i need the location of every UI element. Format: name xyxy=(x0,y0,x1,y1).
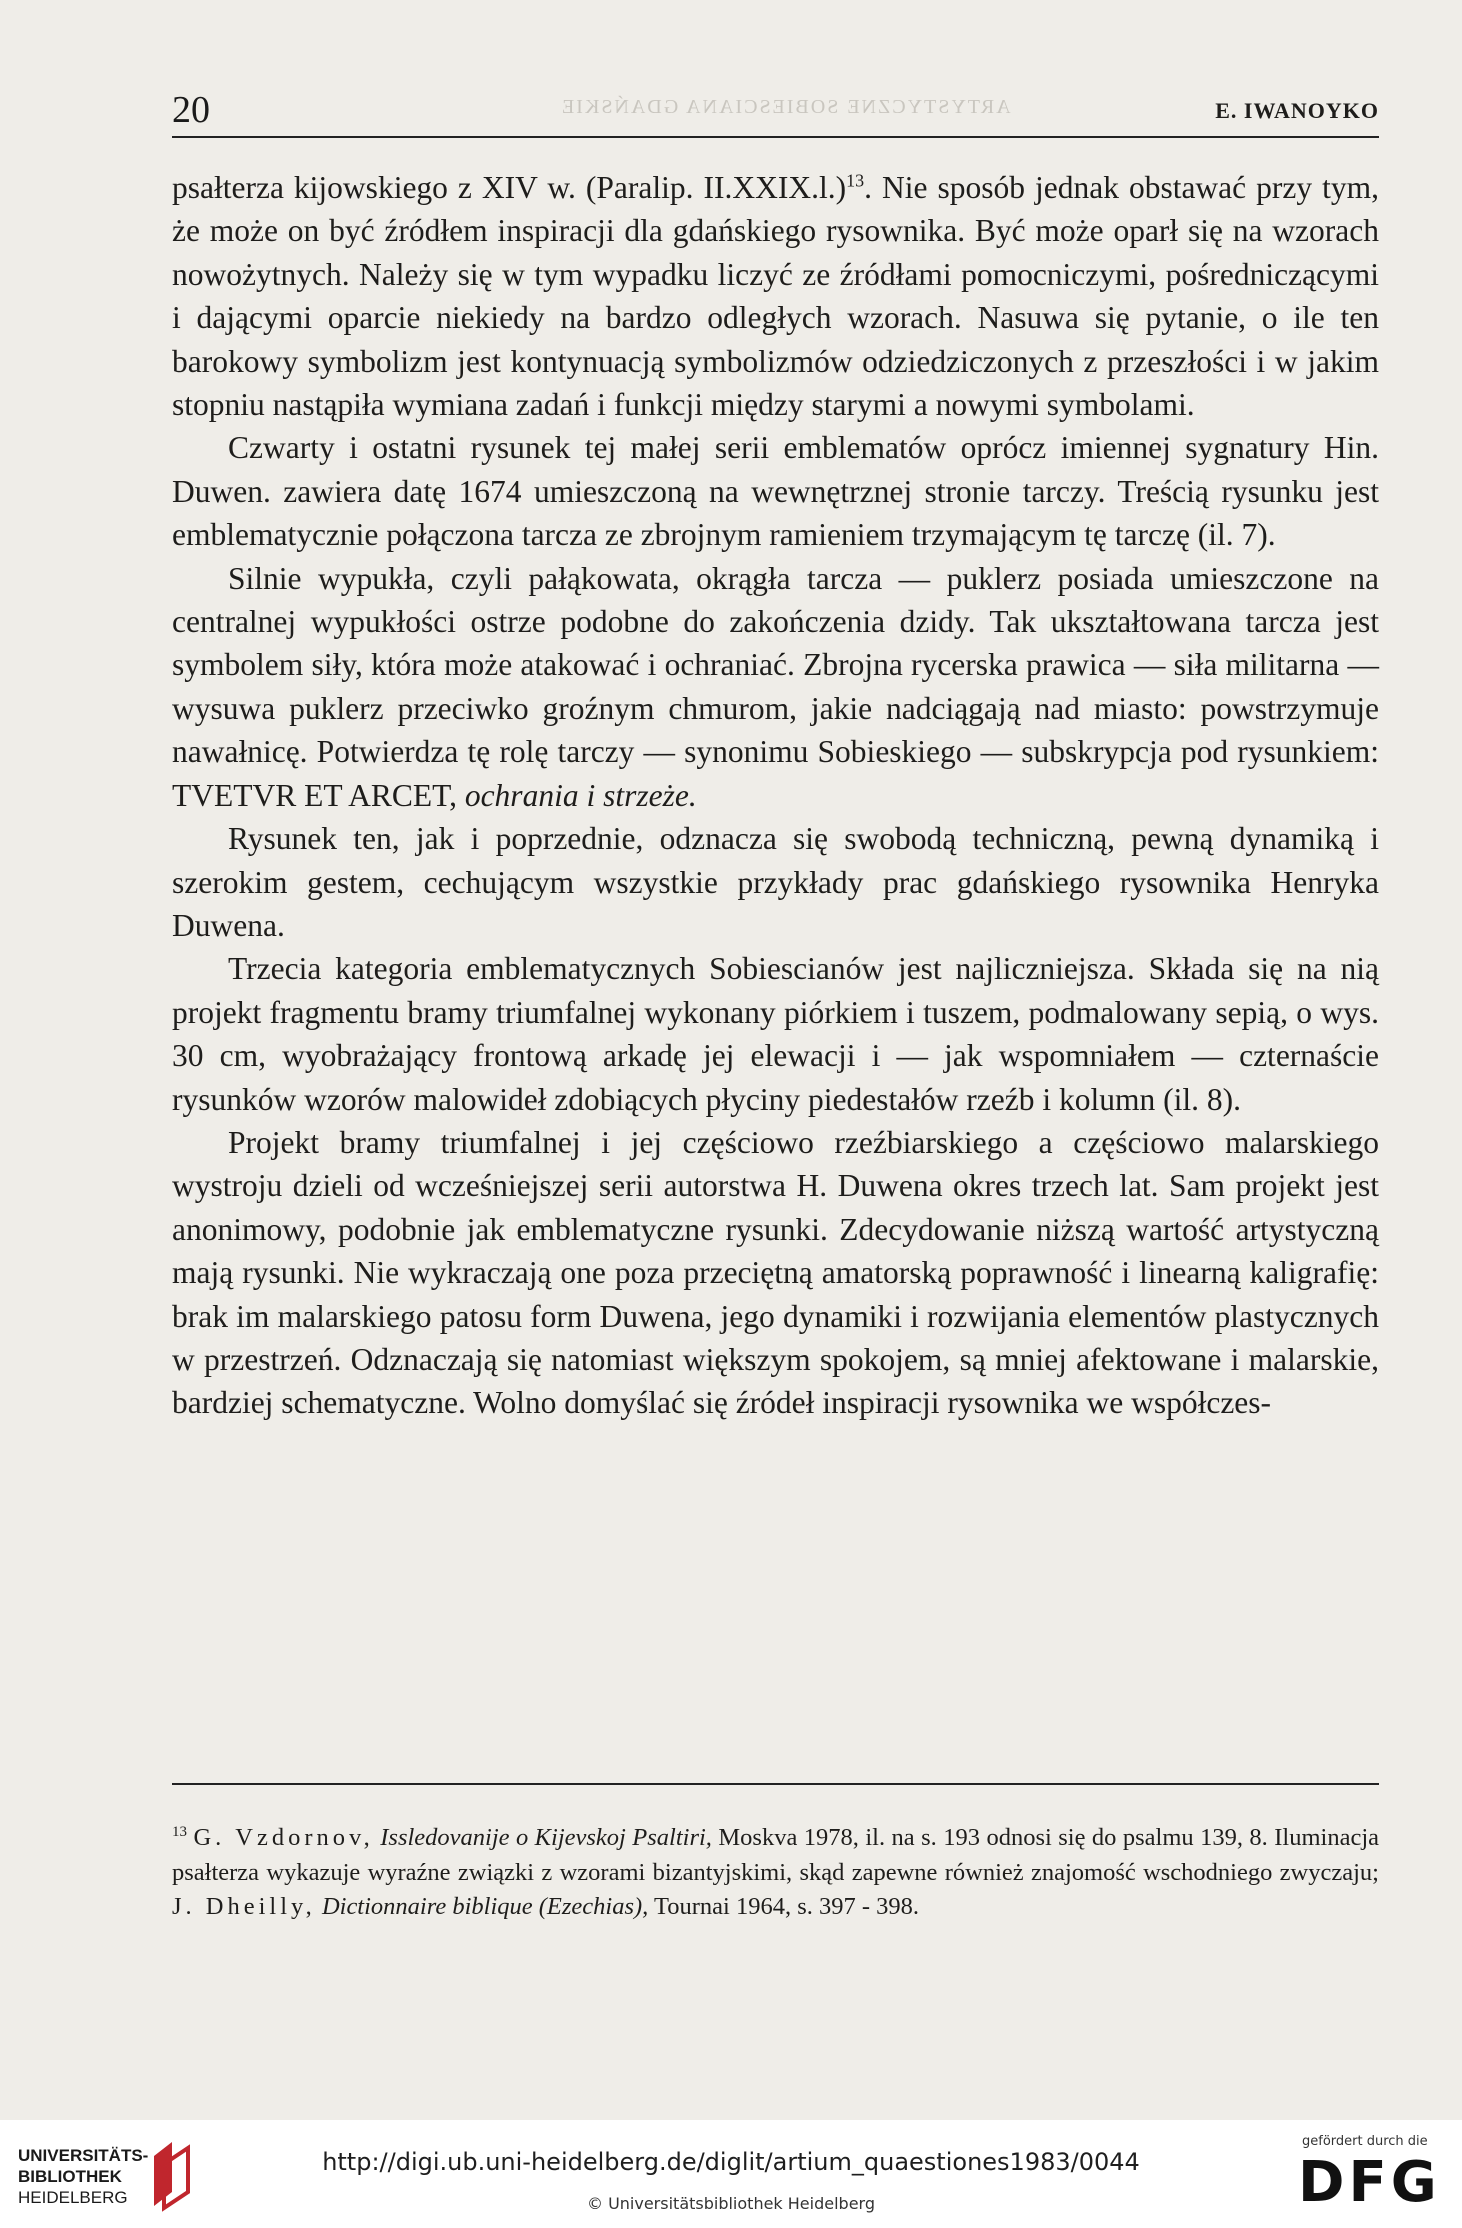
body-text xyxy=(172,166,1379,1425)
footnotes xyxy=(172,1821,1379,1925)
dfg-logo[interactable]: DFG xyxy=(1298,2150,1441,2215)
permalink-url[interactable]: http://digi.ub.uni-heidelberg.de/diglit/artium_quaestiones1983/0044 xyxy=(322,2148,1140,2176)
paragraph-text: psałterza kijowskiego z XIV w. (Paralip. II.XXIX.l.) xyxy=(172,170,847,205)
bleed-through-text: ARTYSTYCZNE SOBIESCIANA GDAŃSKIE xyxy=(560,96,1011,118)
footnote-title: Issledovanije o Kijevskoj Psaltiri, xyxy=(380,1824,712,1851)
viewer-footer xyxy=(0,2120,1462,2228)
page-number: 20 xyxy=(172,89,210,131)
footnote-reference[interactable]: 13 xyxy=(846,170,865,191)
footnote-rule xyxy=(172,1783,1379,1785)
paragraph: Czwarty i ostatni rysunek tej małej serii emblematów oprócz imiennej sygnatury Hin. Duwen. zawiera datę 1674 umieszczoną na wewnętrznej stronie tarczy. Treścią rysunku jest emblematycznie połączona tarcza ze zbrojnym ramieniem trzymającym tę tarczę (il. 7). xyxy=(172,430,1379,553)
footnote-text: Moskva 1978, il. na s. 193 odnosi się do psalmu 139, 8. Iluminacja psałterza wykazuje wyraźne związki z wzorami bizantyjskimi, skąd zapewne również znajomość wschodniego zwyczaju; xyxy=(172,1824,1379,1886)
library-name-line: UNIVERSITÄTS- xyxy=(18,2146,149,2165)
paragraph xyxy=(172,557,1379,817)
funding-label: gefördert durch die xyxy=(1302,2134,1428,2149)
footnote-mark: 13 xyxy=(172,1823,187,1840)
page-header xyxy=(172,88,1379,134)
paragraph: Rysunek ten, jak i poprzednie, odznacza się swobodą techniczną, pewną dynamiką i szerokim gestem, cechującym wszystkie przykłady prac gdańskiego rysownika Henryka Duwena. xyxy=(172,821,1379,943)
footnote-author: G. Vzdornov, xyxy=(193,1824,374,1851)
italic-text: ochrania i strzeże. xyxy=(464,777,697,813)
paragraph-text: Silnie wypukła, czyli pałąkowata, okrągła tarcza — puklerz posiada umieszczone na centralnej wypukłości ostrze podobne do zakończenia dzidy. Tak ukształtowana tarcza jest symbolem siły, która może atakować i ochraniać. Zbrojna rycerska prawica — siła militarna — wysuwa puklerz przeciwko groźnym chmurom, jakie nadciągają nad miasto: powstrzymuje nawałnicę. Potwierdza tę rolę tarczy — synonimu Sobieskiego — subskrypcja pod rysunkiem: TVETVR ET ARCET, xyxy=(172,560,1379,813)
paragraph xyxy=(172,166,1379,426)
header-rule xyxy=(172,136,1379,138)
library-name-line: BIBLIOTHEK xyxy=(18,2167,122,2186)
footnote-13 xyxy=(172,1821,1379,1925)
footnote-author: J. Dheilly, xyxy=(172,1893,316,1920)
footnote-text: Tournai 1964, s. 397 - 398. xyxy=(654,1893,920,1920)
paragraph: Projekt bramy triumfalnej i jej częściowo rzeźbiarskiego a częściowo malarskiego wystroju dzieli od wcześniejszej serii autorstwa H. Duwena okres trzech lat. Sam projekt jest anonimowy, podobnie jak emblematyczne rysunki. Zdecydowanie niższą wartość artystyczną mają rysunki. Nie wykraczają one poza przeciętną amatorską poprawność i linearną kaligrafię: brak im malarskiego patosu form Duwena, jego dynamiki i rozwijania elementów plastycznych w przestrzeń. Odznaczają się natomiast większym spokojem, są mniej afektowane i malarskie, bardziej schematyczne. Wolno domyślać się źródeł inspiracji rysownika we współczes- xyxy=(172,1124,1379,1421)
paragraph: Trzecia kategoria emblematycznych Sobiescianów jest najliczniejsza. Składa się na nią projekt fragmentu bramy triumfalnej wykonany piórkiem i tuszem, podmalowany sepią, o wys. 30 cm, wyobrażający frontową arkadę jej elewacji i — jak wspomniałem — czternaście rysunków wzorów malowideł zdobiących płyciny piedestałów rzeźb i kolumn (il. 8). xyxy=(172,951,1379,1117)
copyright-notice: © Universitätsbibliothek Heidelberg xyxy=(586,2194,875,2213)
running-head: E. IWANOYKO xyxy=(1215,98,1379,123)
paragraph-text: . Nie sposób jednak obstawać przy tym, że może on być źródłem inspiracji dla gdańskiego rysownika. Być może oparł się na wzorach nowożytnych. Należy się w tym wypadku liczyć ze źródłami pomocniczymi, pośredniczącymi i dającymi oparcie niekiedy na bardzo odległych wzorach. Nasuwa się pytanie, o ile ten barokowy symbolizm jest kontynuacją symbolizmów odziedziczonych z przeszłości i w jakim stopniu nastąpiła wymiana zadań i funkcji między starymi a nowymi symbolami. xyxy=(172,170,1379,423)
footnote-title: Dictionnaire biblique (Ezechias), xyxy=(321,1893,649,1920)
library-name-line: HEIDELBERG xyxy=(18,2188,128,2207)
